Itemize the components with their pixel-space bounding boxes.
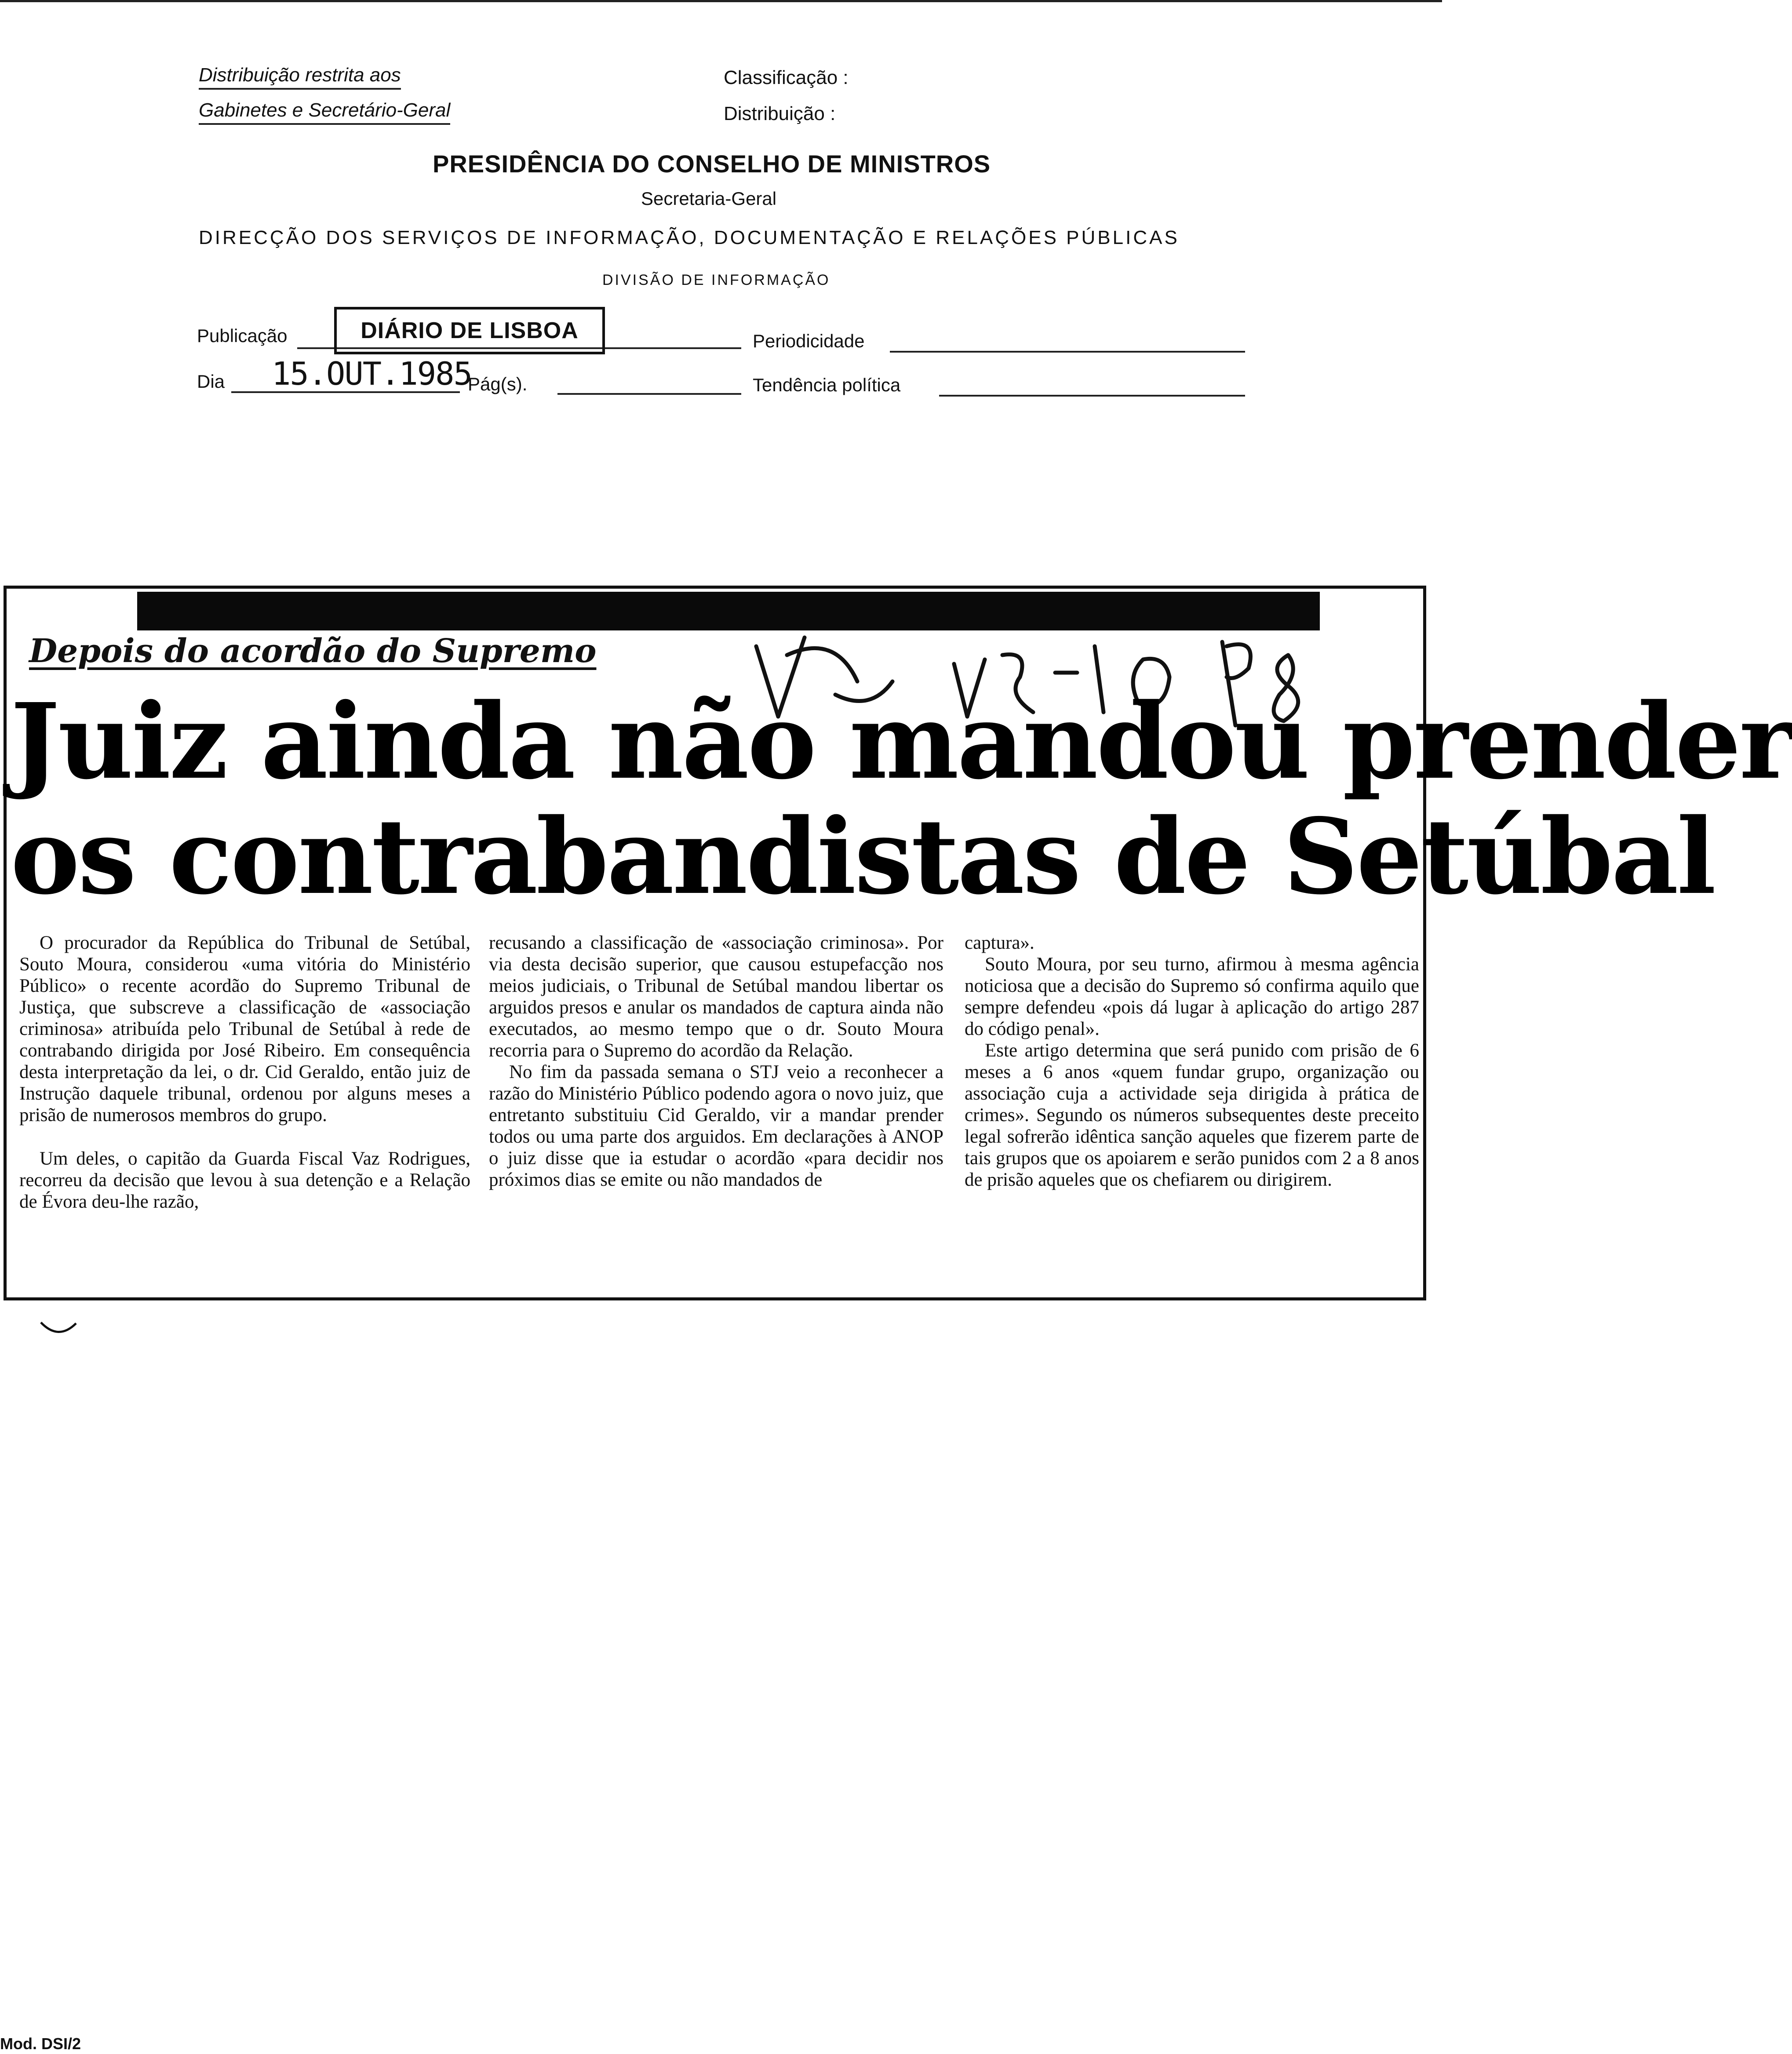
paragraph: Um deles, o capitão da Guarda Fiscal Vaz Rodrigues, recorreu da decisão que levou à sua detenção e a Relação de Évora deu-lhe razão, [19,1148,470,1212]
distribution-label: Distribuição : [724,103,836,124]
day-label: Dia [197,371,225,392]
pages-line [557,393,741,395]
scan-mark [39,1319,78,1337]
distribution-line-2: Gabinetes e Secretário-Geral [199,99,450,125]
form-code: Mod. DSI/2 [0,2035,81,2053]
distribution-line-1: Distribuição restrita aos [199,64,401,90]
periodicity-line [890,351,1245,353]
headline-line-1: Juiz ainda não mandou prender [11,680,1792,802]
article-column-3 [965,932,1419,1191]
office-title: PRESIDÊNCIA DO CONSELHO DE MINISTROS [433,150,991,178]
article-column-2 [489,932,943,1191]
paragraph: captura». [965,932,1034,953]
directorate-line: DIRECÇÃO DOS SERVIÇOS DE INFORMAÇÃO, DOCUMENTAÇÃO E RELAÇÕES PÚBLICAS [199,227,1180,248]
date-stamp: 15.OUT.1985 [272,355,472,392]
masthead-bar [137,592,1320,630]
periodicity-label: Periodicidade [753,331,865,351]
office-subtitle: Secretaria-Geral [641,188,777,209]
paragraph: No fim da passada semana o STJ veio a reconhecer a razão do Ministério Público podendo agora o novo juiz, que entretanto substituiu Cid Geraldo, vir a mandar prender todos ou uma parte dos arguidos. Em declarações à ANOP o juiz disse que ia estudar o acordão «para decidir nos próximos dias se emite ou não mandados de [489,1062,943,1190]
division-line: DIVISÃO DE INFORMAÇÃO [602,272,830,288]
article-kicker: Depois do acordão do Supremo [29,632,597,670]
classification-label: Classificação : [724,67,849,88]
paragraph: Souto Moura, por seu turno, afirmou à mesma agência noticiosa que a decisão do Supremo só confirma aquilo que sempre defendeu «pois dá lugar à aplicação do artigo 287 do código penal». [965,954,1419,1039]
political-tendency-line [939,395,1245,397]
political-tendency-label: Tendência política [753,375,901,395]
paragraph: recusando a classificação de «associação criminosa». Por via desta decisão superior, que causou estupefacção nos meios judiciais, o Tribunal de Setúbal mandou libertar os arguidos presos e anular os mandados de captura ainda não executados, ao mesmo tempo que o dr. Souto Moura recorria para o Supremo do acordão da Relação. [489,932,943,1061]
publication-stamp: DIÁRIO DE LISBOA [334,307,605,354]
top-rule [0,0,1442,2]
paragraph: O procurador da República do Tribunal de Setúbal, Souto Moura, considerou «uma vitória do Ministério Público» o recente acordão do Supremo Tribunal de Justiça, que subscreve a classificação de «associação criminosa» atribuída pelo Tribunal de Setúbal à rede de contrabando dirigida por José Ribeiro. Em consequência desta interpretação da lei, o dr. Cid Geraldo, então juiz de Instrução daquele tribunal, ordenou por alguns meses a prisão de numerosos membros do grupo. [19,932,470,1125]
paragraph: Este artigo determina que será punido com prisão de 6 meses a 6 anos «quem fundar grupo, organização ou associação cuja a actividade seja dirigida à prática de crimes». Segundo os números subsequentes deste preceito legal sofrerão idêntica sanção aqueles que fizerem parte de tais grupos que os apoiarem e serão punidos com 2 a 8 anos de prisão aqueles que os chefiarem ou dirigirem. [965,1040,1419,1190]
headline-line-2: os contrabandistas de Setúbal [11,795,1715,918]
article-column-1 [19,932,470,1213]
pages-label: Pág(s). [468,374,528,394]
publication-label: Publicação [197,325,288,346]
